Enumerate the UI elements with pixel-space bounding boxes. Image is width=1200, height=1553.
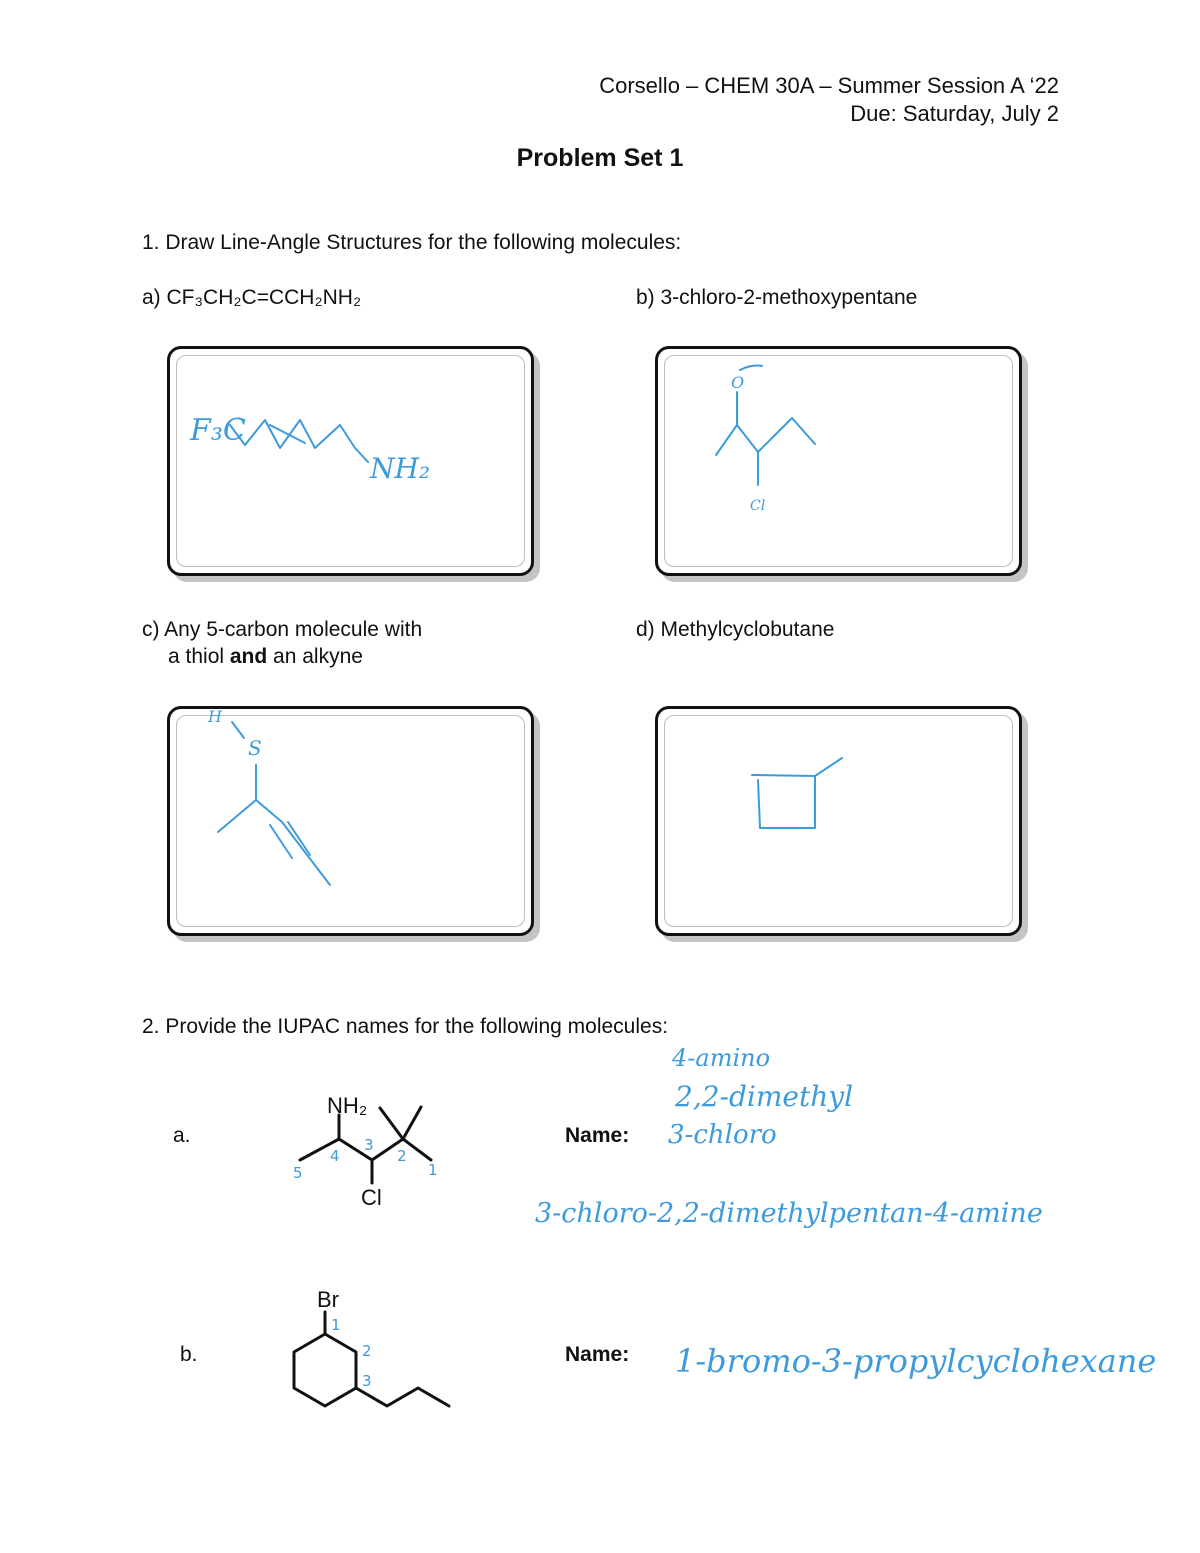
q1c-ink-alkyne-1 xyxy=(256,800,330,885)
q2b-letter: b. xyxy=(180,1343,198,1366)
q2b-name-label: Name: xyxy=(565,1343,630,1366)
q2a-structure xyxy=(293,1093,438,1210)
page-title: Problem Set 1 xyxy=(516,144,684,172)
q2a-letter: a. xyxy=(173,1124,191,1147)
q1b-label: b) 3-chloro-2-methoxypentane xyxy=(636,286,918,309)
question-1-prompt: 1. Draw Line-Angle Structures for the following molecules: xyxy=(142,231,682,254)
q2a-num-4: 4 xyxy=(330,1147,340,1165)
q2a-atom-nh2: NH₂ xyxy=(327,1093,368,1118)
q2a-bond-methyl-2 xyxy=(403,1107,421,1139)
q2a-num-5: 5 xyxy=(293,1164,303,1182)
question-2-prompt: 2. Provide the IUPAC names for the following molecules: xyxy=(142,1015,669,1038)
q1c-ink-h: H xyxy=(208,707,222,726)
q1b-ink-structure xyxy=(716,366,815,515)
q2a-note-amino: 4-amino xyxy=(672,1044,771,1072)
q1b-ink-cl: Cl xyxy=(750,498,766,514)
q1c-ink-s: S xyxy=(248,736,262,760)
q1b-ink-chain xyxy=(737,418,815,452)
q1d-ink-ring xyxy=(752,775,815,828)
q2b-num-1: 1 xyxy=(331,1316,341,1334)
q1c-ink-sh-bond xyxy=(232,722,244,738)
due-date: Due: Saturday, July 2 xyxy=(850,101,1059,126)
q2a-num-2: 2 xyxy=(397,1147,407,1165)
q1d-label: d) Methylcyclobutane xyxy=(636,618,835,641)
q1a-ink-f3c: F₃C xyxy=(190,413,246,448)
q2b-bond-propyl xyxy=(356,1388,449,1406)
q2a-name-label: Name: xyxy=(565,1124,630,1147)
q1b-ink-oxygen: O xyxy=(731,373,745,392)
q2a-num-1: 1 xyxy=(428,1161,438,1179)
q1a-label: a) CF₃CH₂C=CCH₂NH₂ xyxy=(142,286,362,309)
q2a-answer: 3-chloro-2,2-dimethylpentan-4-amine xyxy=(535,1198,1043,1229)
q1a-ink-structure xyxy=(189,413,430,485)
q1d-ink-structure xyxy=(752,758,842,828)
q2a-num-3: 3 xyxy=(364,1136,374,1154)
q2b-atom-br: Br xyxy=(317,1287,339,1312)
q2a-bond-methyl-1 xyxy=(380,1108,403,1139)
q1c-ink-structure xyxy=(207,707,330,885)
q2b-num-2: 2 xyxy=(362,1342,372,1360)
q1c-ink-bond-1 xyxy=(218,765,256,832)
q1d-ink-methyl xyxy=(815,758,842,776)
q2b-ring xyxy=(294,1334,356,1406)
q1b-ink-bond-1 xyxy=(716,392,737,455)
q1c-label-line1: c) Any 5-carbon molecule with xyxy=(142,618,423,641)
q2a-note-dimethyl: 2,2-dimethyl xyxy=(675,1080,854,1113)
q1c-label-line2: a thiol and an alkyne xyxy=(168,645,363,668)
q2b-answer: 1-bromo-3-propylcyclohexane xyxy=(675,1342,1157,1380)
course-header: Corsello – CHEM 30A – Summer Session A ‘22 xyxy=(599,73,1059,98)
q2a-note-chloro: 3-chloro xyxy=(668,1120,777,1150)
q2b-structure xyxy=(294,1287,449,1406)
q1a-ink-nh2: NH₂ xyxy=(370,452,431,485)
q1b-ink-methyl xyxy=(740,366,762,371)
q2b-num-3: 3 xyxy=(362,1372,372,1390)
q1c-ink-alkyne-3 xyxy=(288,822,310,855)
q2a-atom-cl: Cl xyxy=(361,1185,382,1210)
